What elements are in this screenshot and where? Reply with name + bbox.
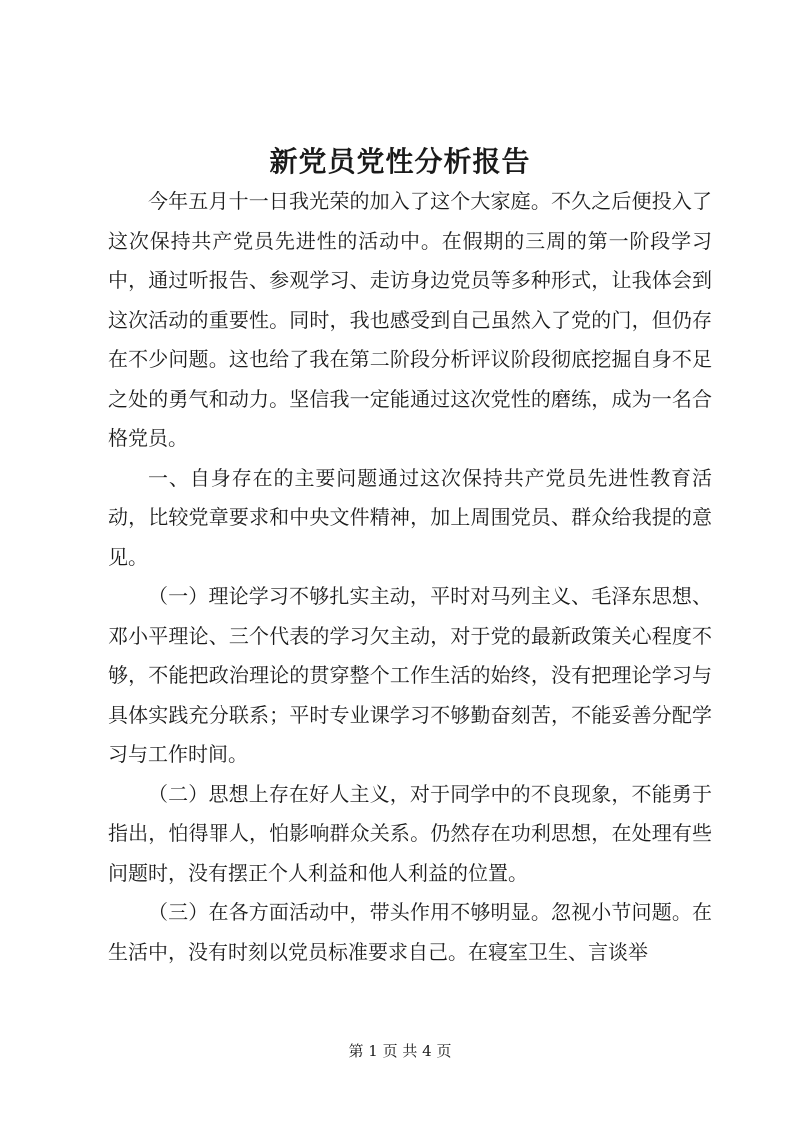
paragraph-intro: 今年五月十一日我光荣的加入了这个大家庭。不久之后便投入了这次保持共产党员先进性的活动中。在假期的三周的第一阶段学习中，通过听报告、参观学习、走访身边党员等多种形式，让我体会到这次活动的重要性。同时，我也感受到自己虽然入了党的门，但仍存在不少问题。这也给了我在第二阶段分析评议阶段彻底挖掘自身不足之处的勇气和动力。坚信我一定能通过这次党性的磨练，成为一名合格党员。 — [108, 189, 712, 450]
paragraph-item-two: （二）思想上存在好人主义，对于同学中的不良现象，不能勇于指出，怕得罪人，怕影响群众关系。仍然存在功利思想，在处理有些问题时，没有摆正个人利益和他人利益的位置。 — [108, 781, 712, 885]
document-body — [108, 182, 712, 972]
document-title: 新党员党性分析报告 — [269, 145, 531, 178]
paragraph-item-three: （三）在各方面活动中，带头作用不够明显。忽视小节问题。在生活中，没有时刻以党员标准要求自己。在寝室卫生、言谈举 — [108, 900, 712, 964]
paragraph-section-one: 一、自身存在的主要问题通过这次保持共产党员先进性教育活动，比较党章要求和中央文件精神，加上周围党员、群众给我提的意见。 — [108, 465, 712, 569]
page-footer: 第 1 页 共 4 页 — [348, 1042, 452, 1060]
paragraph-item-one: （一）理论学习不够扎实主动，平时对马列主义、毛泽东思想、邓小平理论、三个代表的学习欠主动，对于党的最新政策关心程度不够，不能把政治理论的贯穿整个工作生活的始终，没有把理论学习与具体实践充分联系；平时专业课学习不够勤奋刻苦，不能妥善分配学习与工作时间。 — [108, 584, 712, 766]
